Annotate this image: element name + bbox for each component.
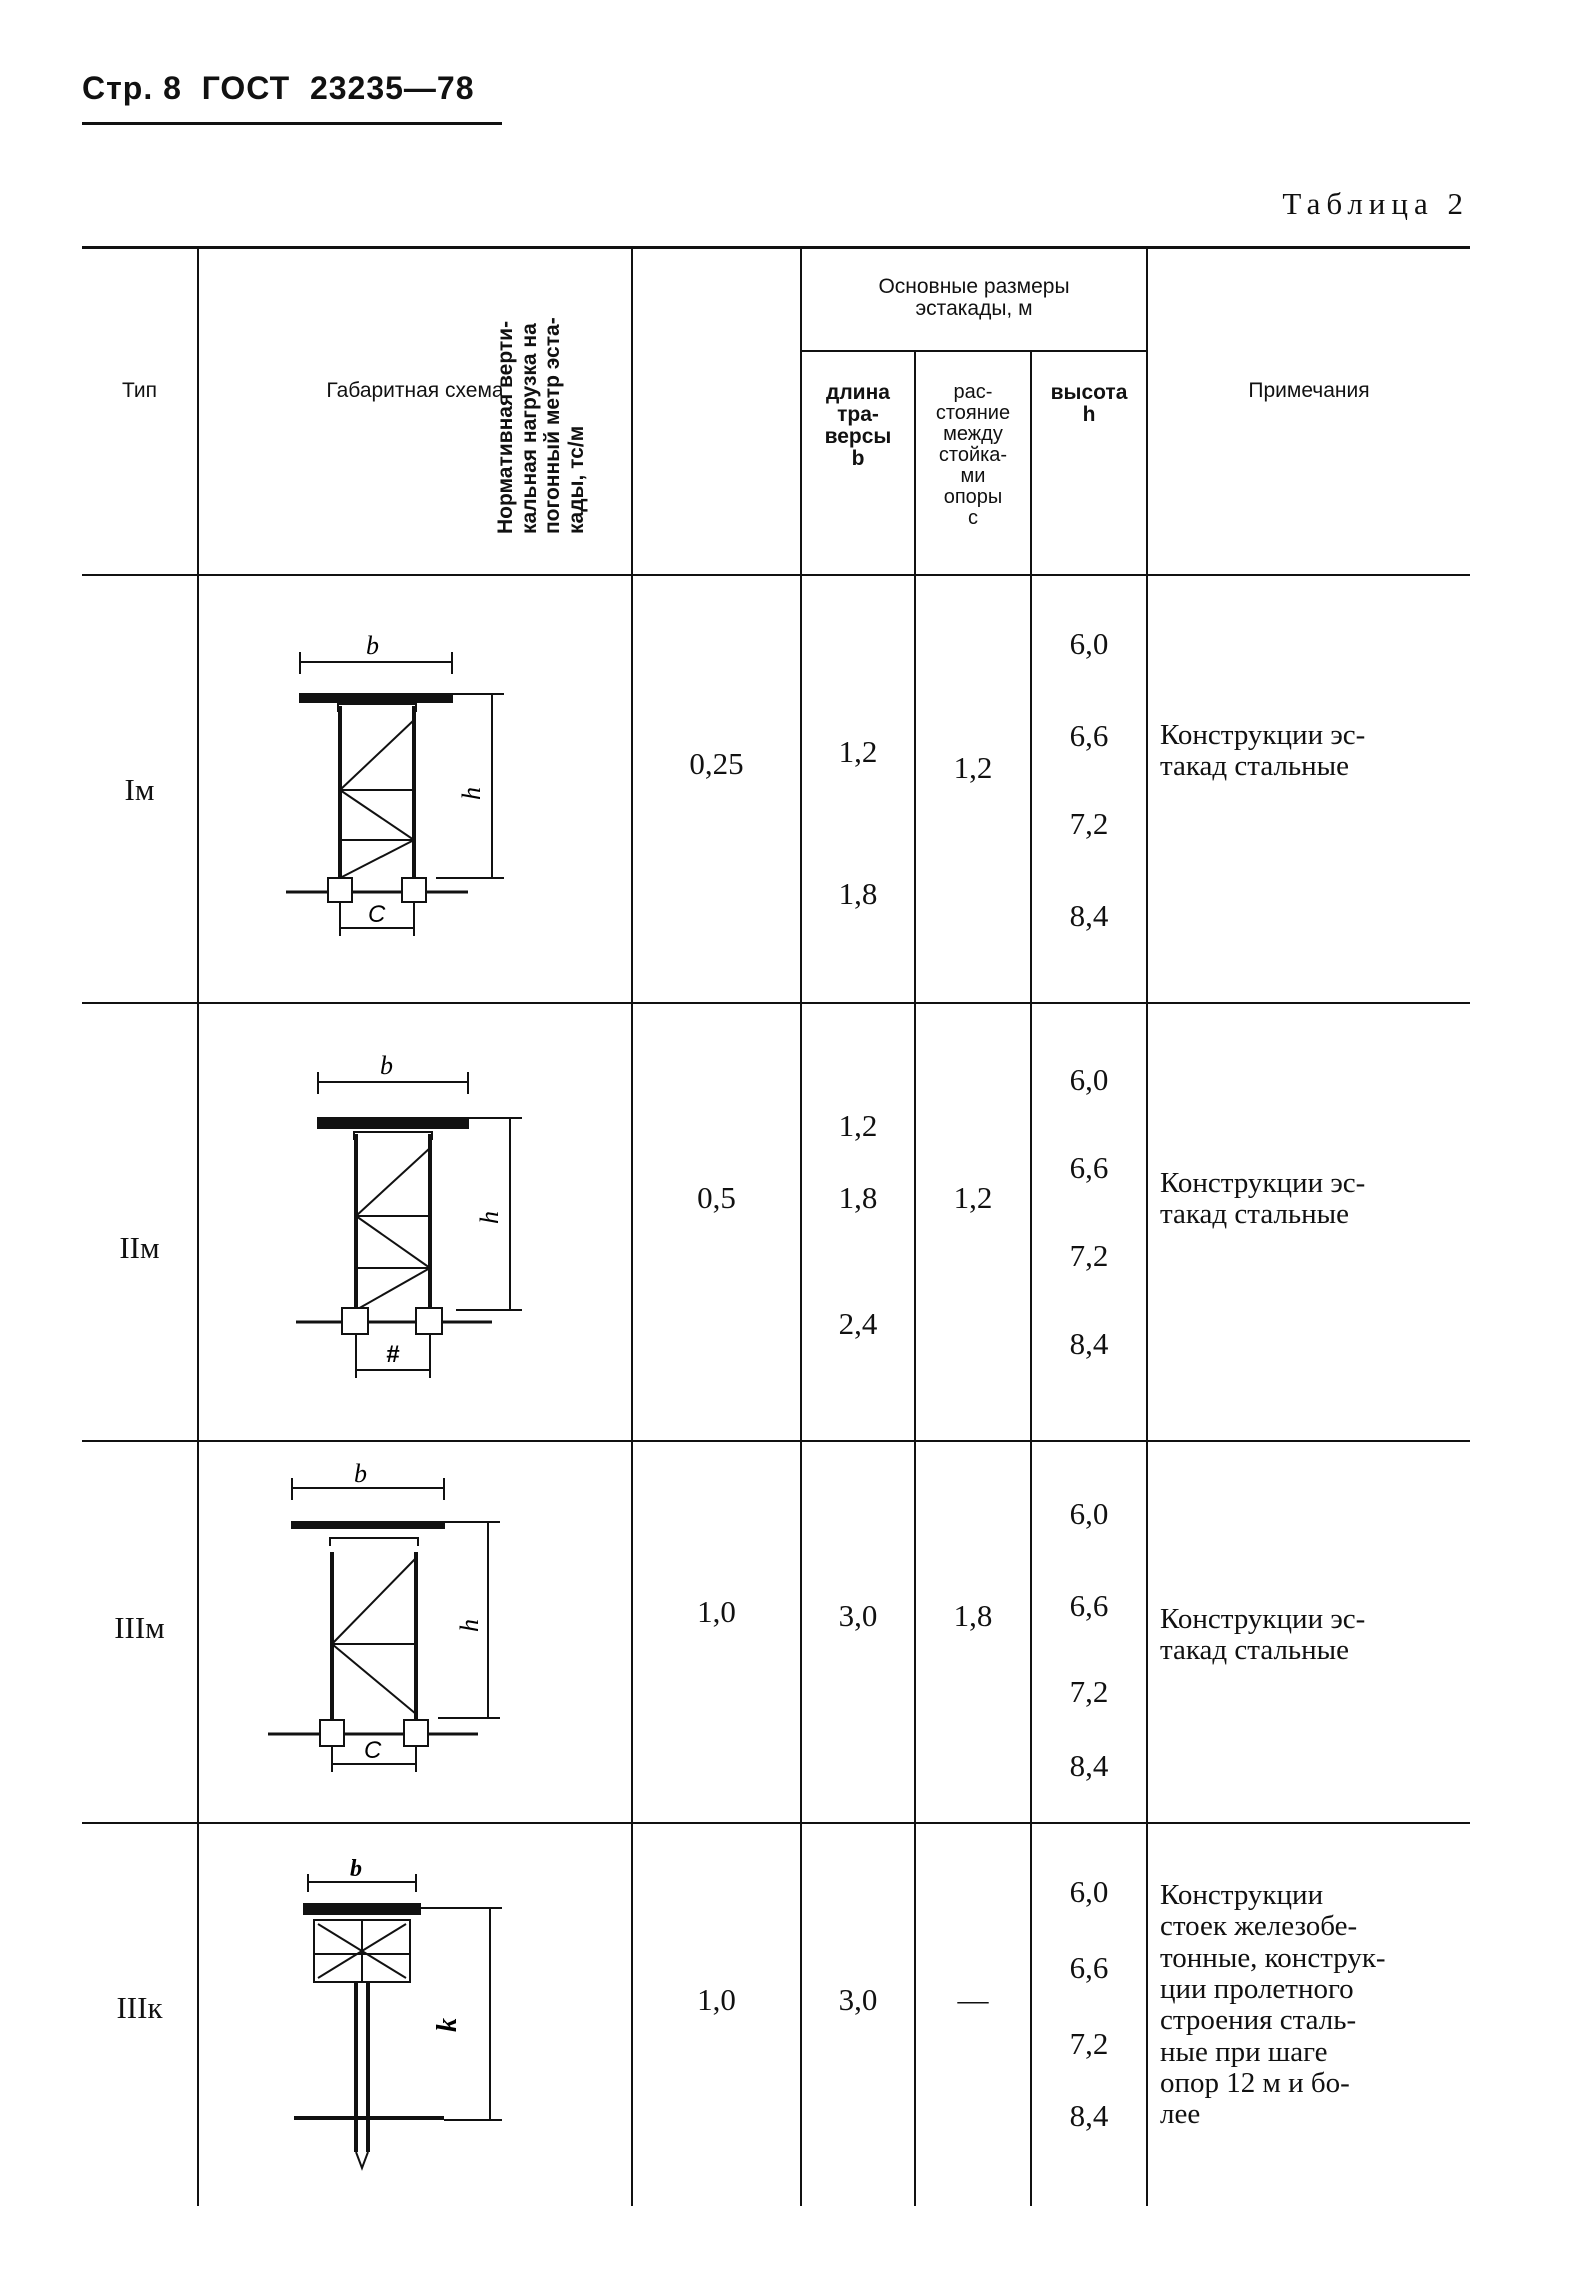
row-h-value: 6,0 [1069,626,1109,661]
row-h-value: 8,4 [1069,1326,1109,1361]
row-load: 1,0 [697,1594,736,1629]
row-h-value: 7,2 [1069,1238,1109,1273]
row-type: IIм [119,1230,160,1265]
row-h-value: 8,4 [1069,1748,1109,1783]
row-h-value: 7,2 [1069,806,1109,841]
header-dims-group: Основные размеры эстакады, м [878,275,1070,321]
row-c-value: 1,2 [953,750,993,785]
row-h-value: 6,6 [1069,718,1109,753]
row-c-value: 1,8 [953,1598,993,1633]
header-h: высота h [1050,381,1128,427]
row-b-value: 1,8 [838,1180,878,1215]
row-h-value: 6,6 [1069,1588,1109,1623]
row-h-value: 6,6 [1069,1150,1109,1185]
svg-text:k: k [432,2018,463,2032]
header-b: длина тра- версы b [824,381,892,471]
header-c: рас- стояние между стойка- ми опоры c [935,381,1011,529]
row-note: Конструкции эс- такад стальные [1160,1603,1366,1667]
row-load: 0,25 [689,746,744,781]
svg-text:h: h [455,1619,484,1632]
svg-text:b: b [354,1459,367,1488]
row-b-value: 3,0 [838,1598,878,1633]
column-scheme-3k [294,1856,514,2180]
row-note: Конструкции эс- такад стальные [1160,719,1366,783]
row-c-value: 1,2 [953,1180,993,1215]
row-b-value: 3,0 [838,1982,878,2017]
row-note: Конструкции эс- такад стальные [1160,1167,1366,1231]
svg-text:#: # [386,1341,400,1368]
svg-text:b: b [380,1051,393,1080]
row-h-value: 6,0 [1069,1874,1109,1909]
svg-text:h: h [475,1211,504,1224]
gantry-scheme-2m [296,1052,536,1392]
row-b-value: 1,2 [838,734,878,769]
row-h-value: 7,2 [1069,1674,1109,1709]
row-c-value: — [957,1982,989,2017]
row-h-value: 6,0 [1069,1496,1109,1531]
page-header: Стр. 8 ГОСТ 23235—78 [82,70,475,106]
header-load: Нормативная верти- кальная нагрузка на погонный метр эста- кады, тс/м [494,317,588,534]
gantry-scheme-3m [268,1459,518,1782]
row-b-value: 1,2 [838,1108,878,1143]
row-type: Iм [124,772,155,807]
row-h-value: 8,4 [1069,2098,1109,2133]
row-b-value: 1,8 [838,876,878,911]
row-load: 0,5 [697,1180,736,1215]
svg-text:b: b [366,631,379,660]
row-type: IIIм [114,1610,165,1645]
svg-text:h: h [457,787,486,800]
svg-text:b: b [350,1856,362,1882]
header-rule [82,122,502,125]
header-notes: Примечания [1248,379,1370,402]
row-b-value: 2,4 [838,1306,878,1341]
row-h-value: 7,2 [1069,2026,1109,2061]
gantry-scheme-1m [286,630,526,950]
header-scheme: Габаритная схема [326,379,504,402]
row-h-value: 6,0 [1069,1062,1109,1097]
row-h-value: 8,4 [1069,898,1109,933]
row-load: 1,0 [697,1982,736,2017]
svg-text:C: C [368,901,386,928]
svg-text:C: C [364,1737,382,1764]
row-type: IIIк [116,1990,163,2025]
row-note: Конструкции стоек железобе- тонные, конструк- ции пролетного строения сталь- ные при шаге опор 12 м и бо- лее [1160,1879,1386,2131]
row-h-value: 6,6 [1069,1950,1109,1985]
header-type: Тип [121,379,157,402]
table-title: Таблица 2 [1282,186,1469,221]
